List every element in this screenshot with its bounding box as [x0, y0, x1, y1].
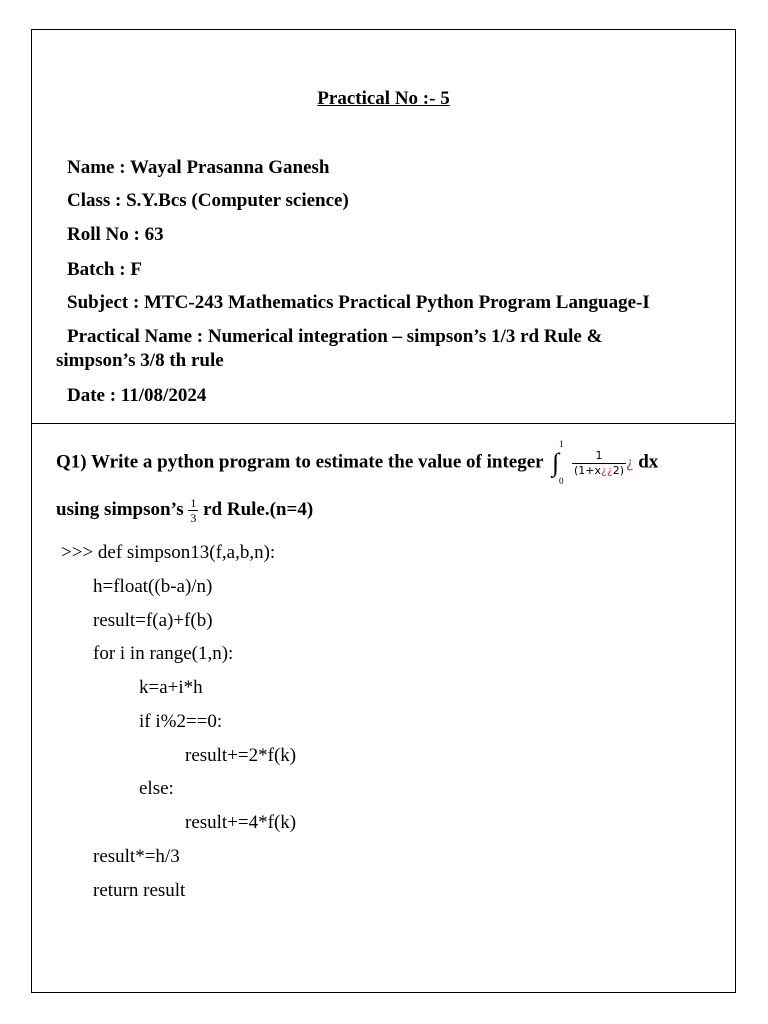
dx-label: dx — [638, 451, 659, 473]
code-line: for i in range(1,n): — [93, 643, 234, 664]
code-line: result*=h/3 — [93, 846, 180, 867]
code-line: result+=2*f(k) — [185, 745, 297, 766]
code-line: >>> def simpson13(f,a,b,n): — [61, 542, 276, 563]
practical-name-line2: simpson’s 3/8 th rule — [56, 350, 224, 371]
integral-lower-limit: 0 — [559, 476, 564, 486]
code-line: result+=4*f(k) — [185, 812, 297, 833]
question-text: Q1) Write a python program to estimate the value of integer — [56, 451, 544, 473]
student-name: Name : Wayal Prasanna Ganesh — [67, 157, 330, 178]
practical-title: Practical No :- 5 — [317, 88, 450, 109]
question-text-2a: using simpson’s — [56, 498, 184, 520]
one-third-fraction: $\frac{1}{3}$ — [190, 496, 197, 525]
integral-sign: ∫ 1 0 — [552, 439, 564, 486]
date: Date : 11/08/2024 — [67, 385, 207, 406]
practical-name-line1: Practical Name : Numerical integration – simpson’s 1/3 rd Rule & — [67, 326, 603, 347]
batch: Batch : F — [67, 259, 142, 280]
roll-number: Roll No : 63 — [67, 224, 164, 245]
question-text-2b: rd Rule.(n=4) — [203, 498, 314, 520]
integrand-numerator: 1 — [572, 449, 626, 464]
section-divider — [32, 423, 735, 424]
code-line: h=float((b-a)/n) — [93, 576, 213, 597]
integral-upper-limit: 1 — [559, 439, 564, 449]
code-line: else: — [139, 778, 174, 799]
question-line1 — [56, 439, 659, 486]
code-line: return result — [93, 880, 186, 901]
integrand-fraction — [572, 449, 626, 478]
code-line: if i%2==0: — [139, 711, 223, 732]
student-class: Class : S.Y.Bcs (Computer science) — [67, 190, 349, 211]
integrand-denominator: (1+x¿¿2) — [574, 463, 625, 477]
subject: Subject : MTC-243 Mathematics Practical Python Program Language-I — [67, 292, 650, 313]
document-frame — [31, 29, 736, 993]
code-line: k=a+i*h — [139, 677, 203, 698]
question-line2 — [56, 496, 313, 525]
render-artifact: ¿ — [626, 455, 634, 472]
code-line: result=f(a)+f(b) — [93, 610, 213, 631]
